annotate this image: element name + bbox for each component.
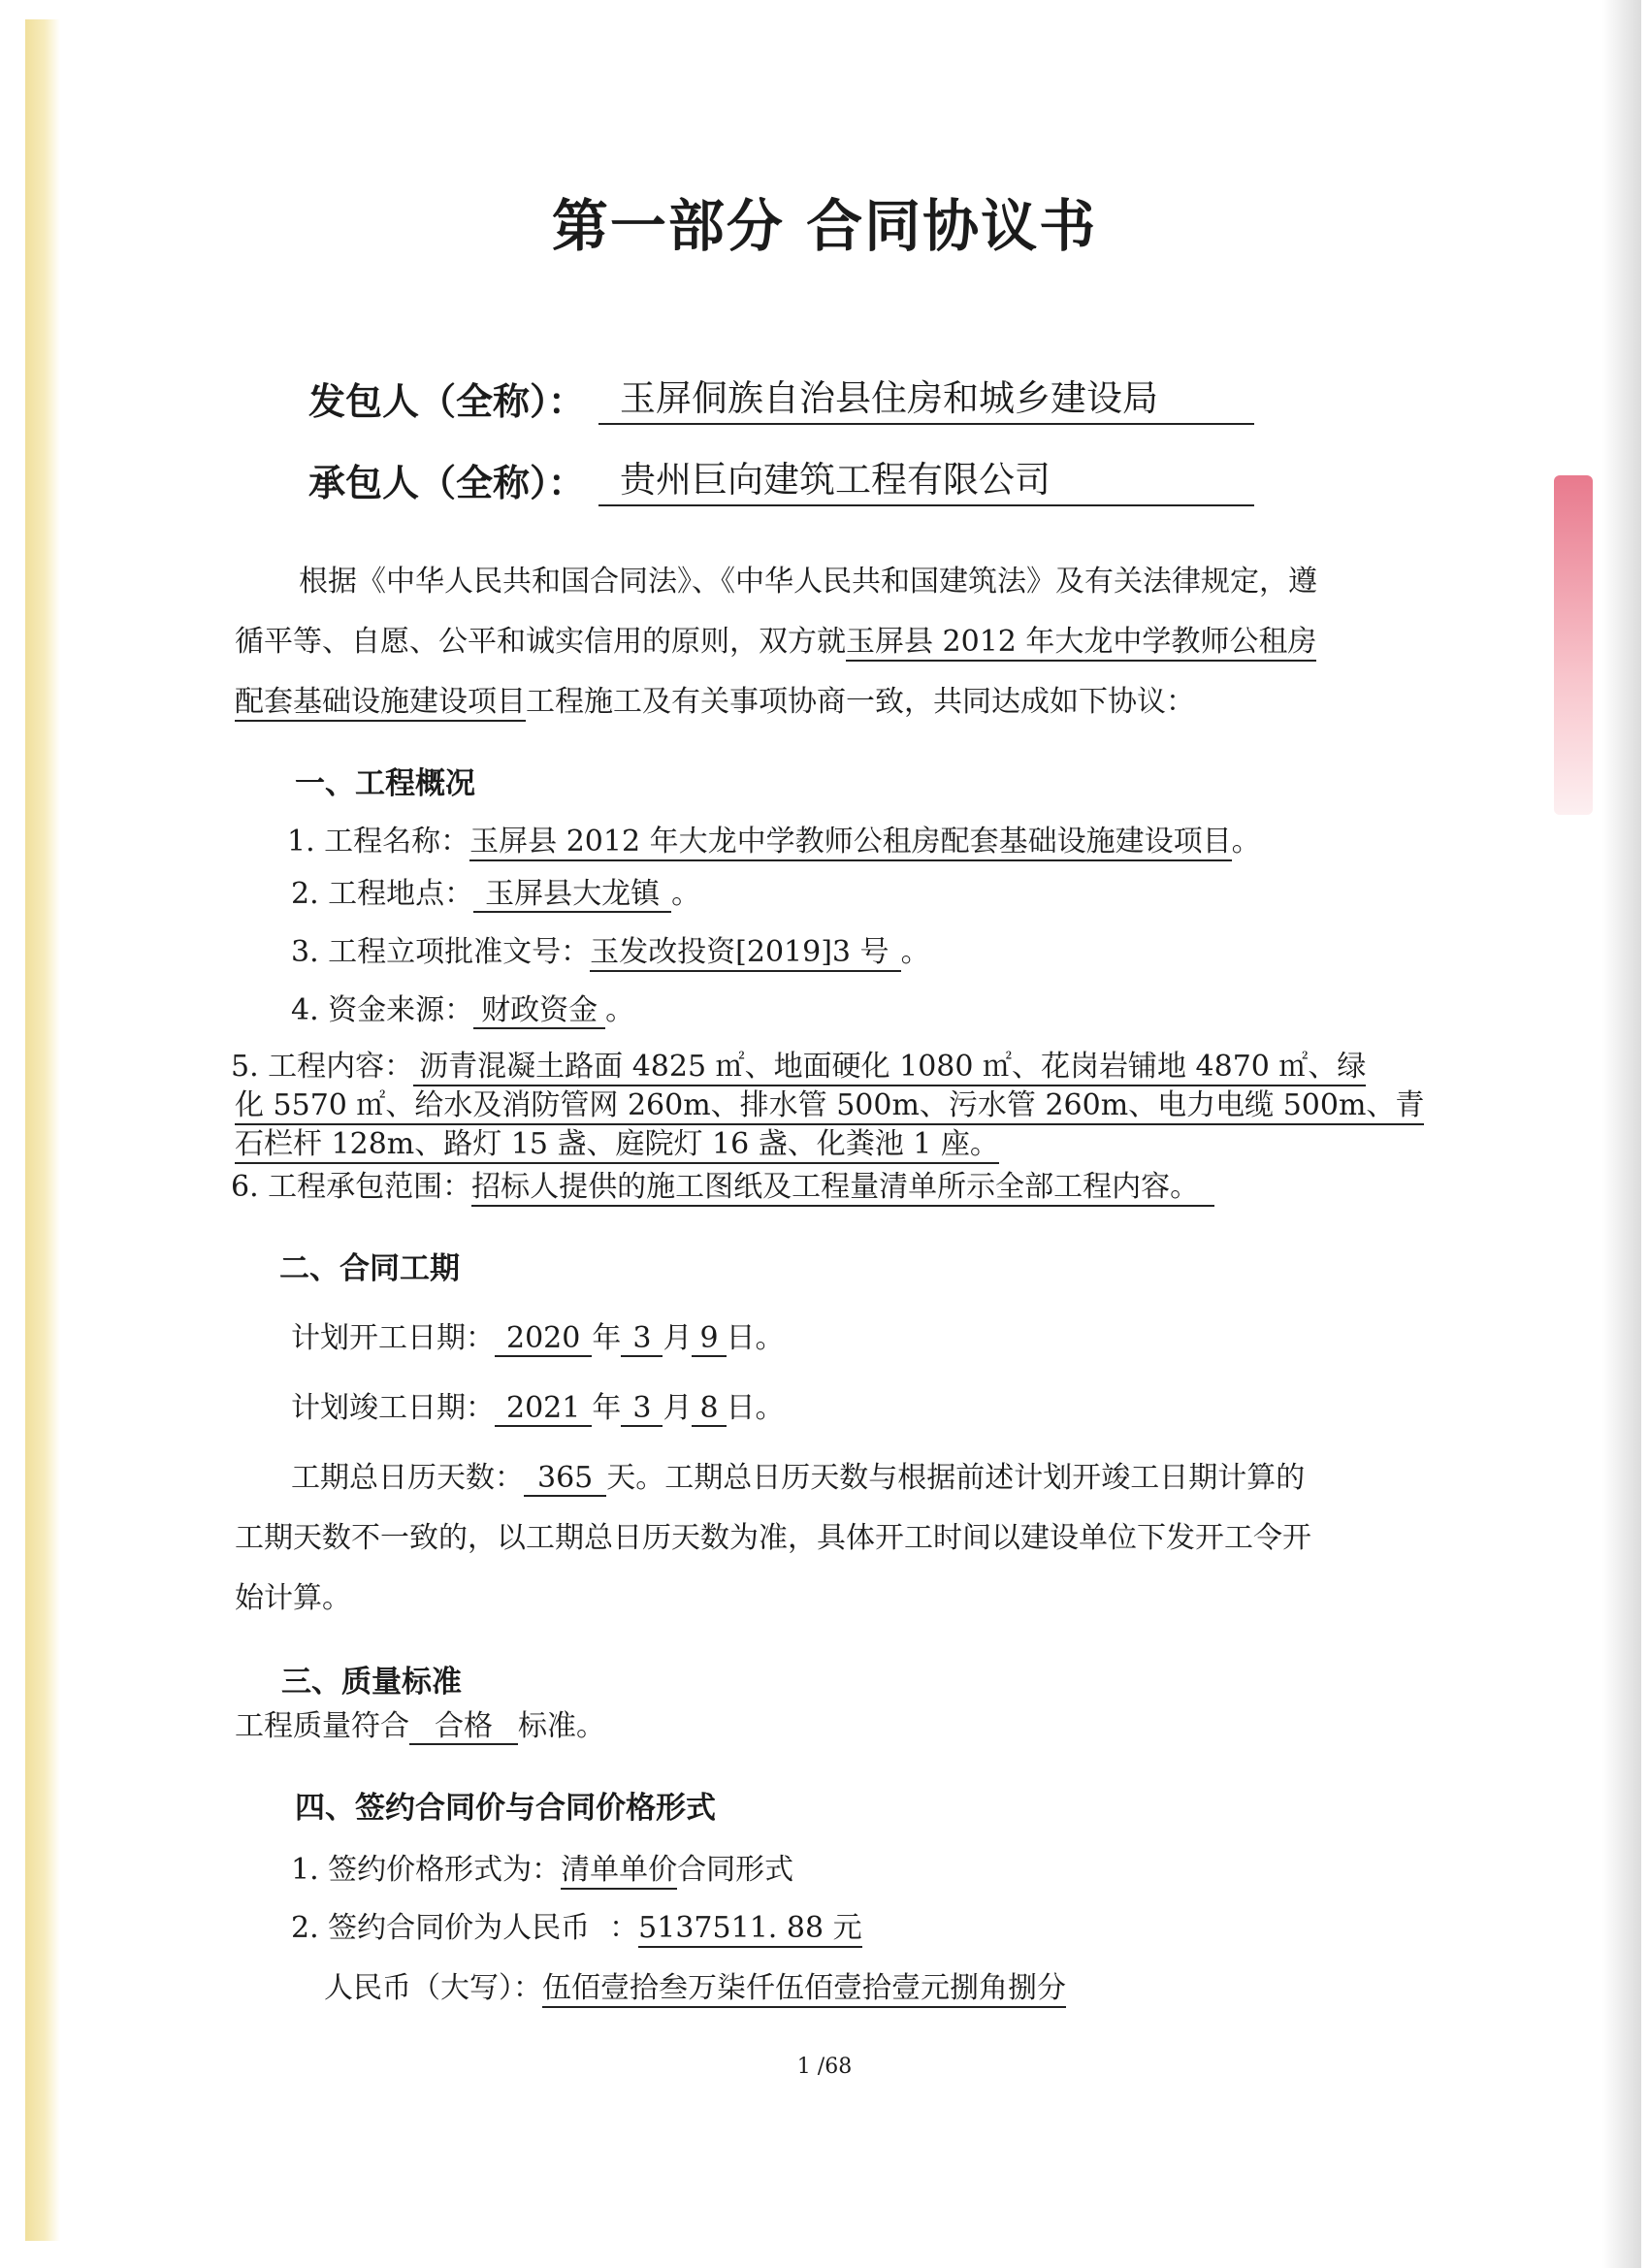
project-site-row: 2. 工程地点： 玉屏县大龙镇 。 bbox=[291, 877, 701, 911]
approval-row: 3. 工程立项批准文号：玉发改投资[2019]3 号 。 bbox=[291, 933, 930, 972]
project-name-inline: 玉屏县 2012 年大龙中学教师公租房 bbox=[846, 625, 1316, 662]
duration-row-1: 工期总日历天数： 365 天。工期总日历天数与根据前述计划开竣工日期计算的 bbox=[291, 1461, 1306, 1495]
employer-label: 发包人（全称）： bbox=[308, 379, 586, 423]
section-4-heading: 四、签约合同价与合同价格形式 bbox=[295, 1791, 716, 1826]
approval-value: 玉发改投资[2019]3 号 bbox=[590, 935, 900, 972]
start-day: 9 bbox=[692, 1321, 726, 1357]
page-title: 第一部分 合同协议书 bbox=[551, 193, 1098, 259]
start-month: 3 bbox=[621, 1321, 663, 1357]
content-row-2 bbox=[235, 1086, 1424, 1125]
employer-row bbox=[308, 369, 1254, 425]
project-name-row: 1. 工程名称：玉屏县 2012 年大龙中学教师公租房配套基础设施建设项目。 bbox=[287, 823, 1261, 861]
content-value-1: 沥青混凝土路面 4825 ㎡、地面硬化 1080 ㎡、花岗岩铺地 4870 ㎡、绿 bbox=[413, 1050, 1366, 1086]
end-month: 3 bbox=[621, 1391, 663, 1427]
fund-value: 财政资金 bbox=[473, 993, 605, 1029]
start-date-row: 计划开工日期： 2020 年 3 月 9 日。 bbox=[291, 1321, 785, 1355]
contract-price-row: 2. 签约合同价为人民币 ：5137511. 88 元 bbox=[291, 1909, 862, 1948]
contractor-value: 贵州巨向建筑工程有限公司 bbox=[598, 450, 1254, 506]
end-date-row: 计划竣工日期： 2021 年 3 月 8 日。 bbox=[291, 1391, 785, 1425]
paper-left-edge bbox=[25, 19, 60, 2241]
project-site-value: 玉屏县大龙镇 bbox=[473, 877, 671, 913]
employer-value: 玉屏侗族自治县住房和城乡建设局 bbox=[598, 369, 1254, 425]
contractor-row bbox=[308, 450, 1254, 506]
content-value-2: 化 5570 ㎡、给水及消防管网 260m、排水管 500m、污水管 260m、电力电缆 500m、青 bbox=[235, 1088, 1424, 1125]
end-day: 8 bbox=[692, 1391, 726, 1427]
start-year: 2020 bbox=[495, 1321, 592, 1357]
duration-row-3: 始计算。 bbox=[235, 1581, 351, 1615]
content-row-1: 5. 工程内容： 沥青混凝土路面 4825 ㎡、地面硬化 1080 ㎡、花岗岩铺地 4870 ㎡、绿 bbox=[231, 1048, 1366, 1086]
contractor-label: 承包人（全称）： bbox=[308, 461, 586, 504]
quality-row: 工程质量符合 合格 标准。 bbox=[235, 1709, 605, 1743]
fund-row: 4. 资金来源： 财政资金 。 bbox=[291, 993, 635, 1027]
intro-line-2: 循平等、自愿、公平和诚实信用的原则，双方就玉屏县 2012 年大龙中学教师公租房 bbox=[235, 623, 1316, 662]
section-1-heading: 一、工程概况 bbox=[295, 766, 475, 801]
scope-value: 招标人提供的施工图纸及工程量清单所示全部工程内容。 bbox=[471, 1170, 1214, 1207]
duration-row-2: 工期天数不一致的，以工期总日历天数为准，具体开工时间以建设单位下发开工令开 bbox=[235, 1521, 1311, 1555]
price-form-row: 1. 签约价格形式为：清单单价合同形式 bbox=[291, 1851, 793, 1890]
project-name-value: 玉屏县 2012 年大龙中学教师公租房配套基础设施建设项目 bbox=[469, 825, 1231, 861]
contract-price-value: 5137511. 88 元 bbox=[638, 1911, 861, 1948]
paper-right-edge bbox=[1602, 0, 1641, 2268]
price-in-words-value: 伍佰壹拾叁万柒仟伍佰壹拾壹元捌角捌分 bbox=[542, 1971, 1066, 2008]
quality-value: 合格 bbox=[409, 1709, 518, 1745]
project-name-inline-cont: 配套基础设施建设项目 bbox=[235, 685, 526, 722]
content-row-3 bbox=[235, 1125, 999, 1164]
end-year: 2021 bbox=[495, 1391, 592, 1427]
intro-line-1: 根据《中华人民共和国合同法》、《中华人民共和国建筑法》及有关法律规定，遵 bbox=[299, 565, 1317, 599]
intro-line-3: 配套基础设施建设项目工程施工及有关事项协商一致，共同达成如下协议： bbox=[235, 683, 1195, 722]
seal-stamp-edge bbox=[1554, 475, 1593, 815]
page-number: 1 /68 bbox=[796, 2055, 853, 2079]
scope-row: 6. 工程承包范围：招标人提供的施工图纸及工程量清单所示全部工程内容。 bbox=[231, 1168, 1214, 1207]
section-2-heading: 二、合同工期 bbox=[279, 1251, 460, 1286]
section-3-heading: 三、质量标准 bbox=[281, 1665, 462, 1700]
duration-days: 365 bbox=[524, 1461, 606, 1497]
price-in-words-row: 人民币（大写）：伍佰壹拾叁万柒仟伍佰壹拾壹元捌角捌分 bbox=[324, 1969, 1066, 2008]
content-value-3: 石栏杆 128m、路灯 15 盏、庭院灯 16 盏、化粪池 1 座。 bbox=[235, 1127, 999, 1164]
price-form-value: 清单单价 bbox=[561, 1853, 677, 1890]
